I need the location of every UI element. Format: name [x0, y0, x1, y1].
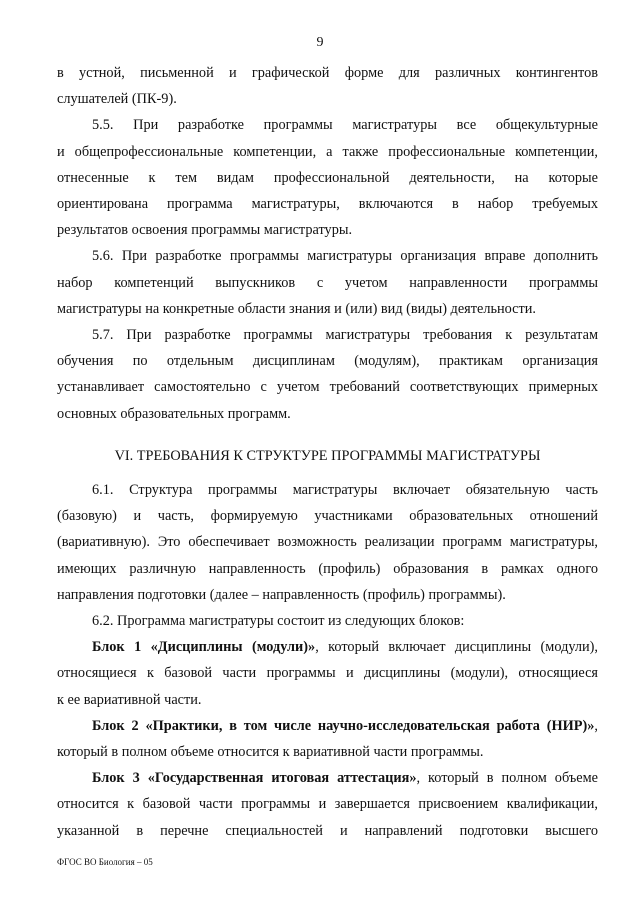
text-line: слушателей (ПК-9). [57, 91, 177, 108]
text-line: 5.7. При разработке программы магистратуры требования к результатам [92, 327, 598, 344]
text-line: отнесенные к тем видам профессиональной деятельности, на которые [57, 169, 598, 186]
text-span: , который в полном объеме [416, 770, 598, 787]
text-line: 6.2. Программа магистратуры состоит из следующих блоков: [92, 613, 465, 630]
text-line [57, 713, 598, 739]
text-span: , который включает дисциплины (модули), [315, 639, 598, 656]
text-line: обучения по отдельным дисциплинам (модулям), практикам организация [57, 353, 598, 370]
body-text [57, 60, 598, 427]
text-line: магистратуры на конкретные области знания и (или) вид (виды) деятельности. [57, 300, 536, 317]
text-line: (базовую) и часть, формируемую участниками образовательных отношений [57, 508, 598, 525]
text-line: и общепрофессиональные компетенции, а также профессиональные компетенции, [57, 143, 598, 160]
text-line: относящиеся к базовой части программы и дисциплины (модули), относящиеся [57, 665, 598, 682]
text-line: в устной, письменной и графической форме для различных контингентов [57, 65, 598, 81]
text-line: результатов освоения программы магистратуры. [57, 222, 353, 239]
text-line: 5.5. При разработке программы магистратуры все общекультурные [92, 117, 598, 134]
text-line: указанной в перечне специальностей и направлений подготовки высшего [57, 822, 598, 839]
text-line: относится к базовой части программы и завершается присвоением квалификации, [57, 796, 598, 813]
section-heading-block [57, 443, 598, 469]
text-line: (вариативную). Это обеспечивает возможность реализации программ магистратуры, [57, 534, 598, 551]
text-line: который в полном объеме относится к вариативной части программы. [57, 744, 484, 761]
block-2-title: Блок 2 «Практики, в том числе научно-исследовательская работа (НИР)» [92, 717, 595, 734]
block-1-title: Блок 1 «Дисциплины (модули)» [92, 639, 316, 656]
text-line: ориентирована программа магистратуры, включаются в набор требуемых [57, 196, 598, 213]
text-line: имеющих различную направленность (профиль) образования в рамках одного [57, 560, 598, 577]
section-heading: VI. ТРЕБОВАНИЯ К СТРУКТУРЕ ПРОГРАММЫ МАГИСТРАТУРЫ [114, 448, 541, 464]
text-line: 6.1. Структура программы магистратуры включает обязательную часть [92, 482, 598, 498]
text-line: устанавливает самостоятельно с учетом требований соответствующих примерных [57, 379, 598, 396]
text-line: направления подготовки (далее – направленность (профиль) программы). [57, 586, 506, 603]
page-number: 9 [316, 35, 324, 50]
text-line: 5.6. При разработке программы магистратуры организация вправе дополнить [92, 248, 598, 265]
text-line: набор компетенций выпускников с учетом направленности программы [57, 274, 598, 291]
text-line: основных образовательных программ. [57, 405, 291, 422]
page-footer: ФГОС ВО Биология – 05 [57, 857, 153, 867]
text-line [57, 634, 598, 660]
block-3-title: Блок 3 «Государственная итоговая аттестация» [92, 770, 417, 787]
text-line [57, 765, 598, 791]
text-span: , [594, 717, 598, 734]
text-line: к ее вариативной части. [57, 691, 202, 708]
body-text-section-6 [57, 477, 598, 844]
